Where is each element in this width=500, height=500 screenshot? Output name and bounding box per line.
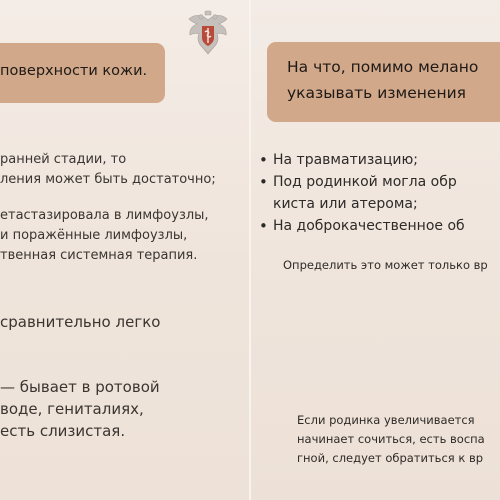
right-slide (251, 0, 500, 500)
warning-line1: Если родинка увеличивается (297, 413, 475, 427)
warning-line2: начинает сочиться, есть воспа (297, 432, 485, 446)
bullet-item-2-cont: киста или атерома; (273, 196, 418, 212)
left-para1-line2: ления может быть достаточно; (0, 172, 216, 187)
left-para4-line3: есть слизистая. (0, 422, 126, 440)
left-para1-line1: ранней стадии, то (0, 152, 127, 167)
left-slide (0, 0, 249, 500)
left-para4-line1: — бывает в ротовой (0, 378, 160, 396)
left-header-text: поверхности кожи. (0, 63, 148, 79)
left-para4-line2: воде, гениталиях, (0, 400, 144, 418)
bullet-item-1: • На травматизацию; (273, 152, 418, 168)
right-note: Определить это может только вр (283, 258, 488, 272)
bullet-item-2: • Под родинкой могла обр (273, 174, 457, 190)
double-headed-eagle-emblem-icon (186, 10, 230, 60)
left-para2-line1: етастазировала в лимфоузлы, (0, 208, 209, 223)
warning-line3: гной, следует обратиться к вр (297, 451, 484, 465)
left-para3: сравнительно легко (0, 313, 161, 331)
bullet-item-3: • На доброкачественное об (273, 218, 465, 234)
left-header-pill (0, 43, 165, 103)
right-header-line2: указывать изменения (287, 84, 466, 102)
right-header-pill (267, 42, 500, 122)
left-para2-line2: и поражённые лимфоузлы, (0, 228, 188, 243)
left-para2-line3: твенная системная терапия. (0, 248, 198, 263)
right-header-line1: На что, помимо мелано (287, 58, 479, 76)
